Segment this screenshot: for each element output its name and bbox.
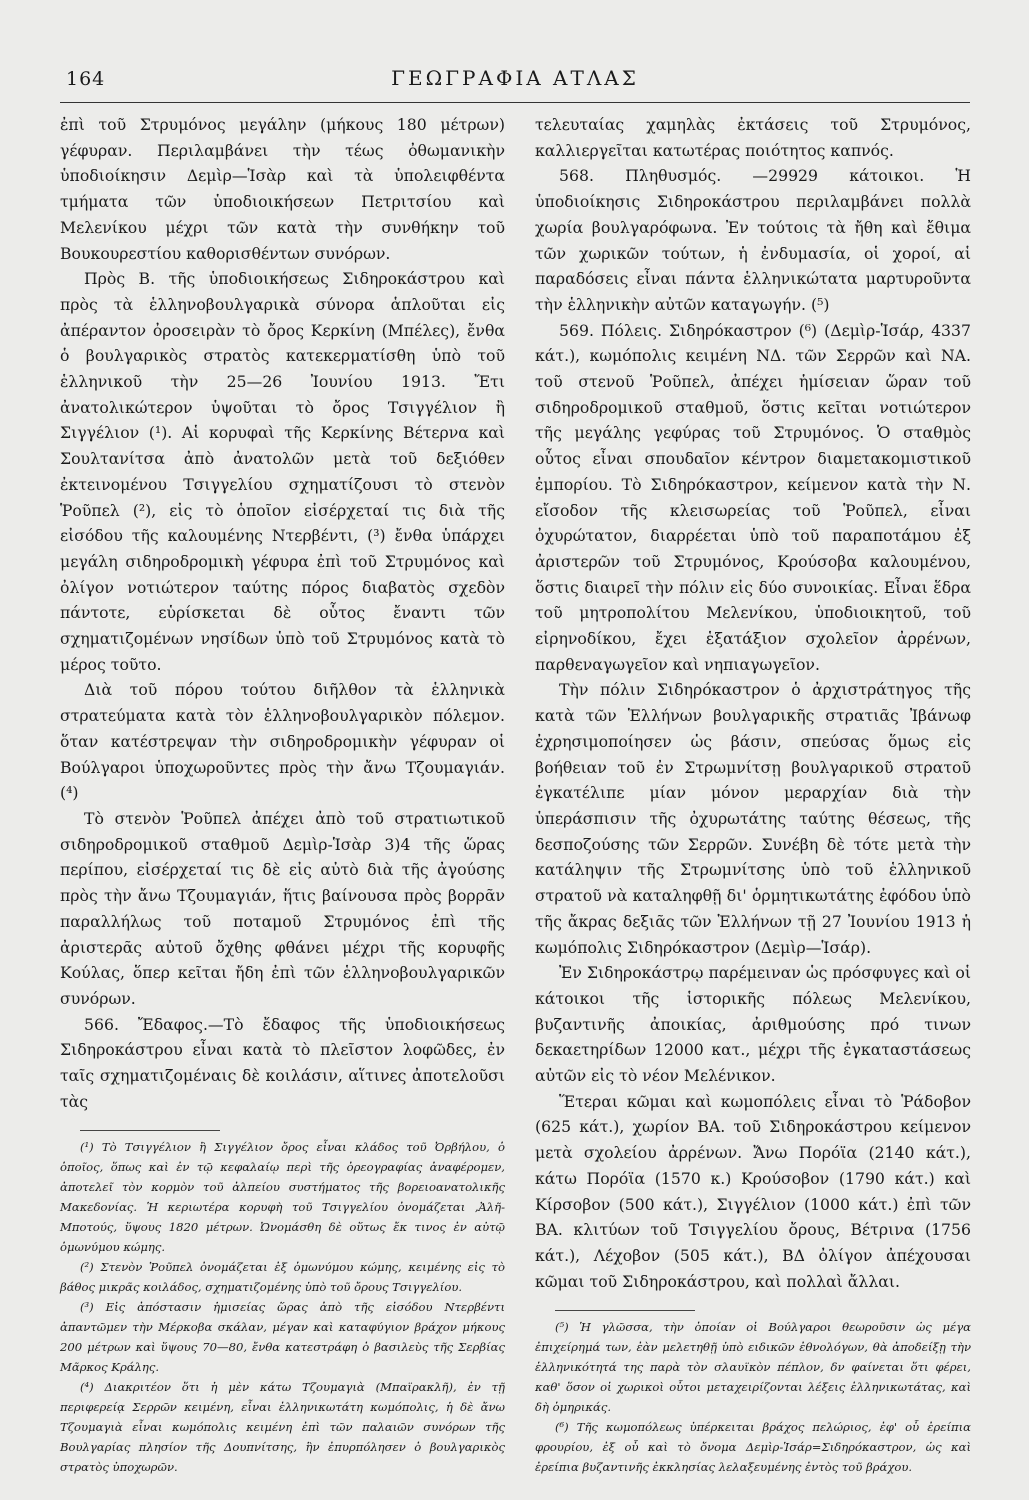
left-body bbox=[60, 112, 505, 1114]
footnote-divider bbox=[555, 1310, 695, 1311]
paragraph: Πρὸς Β. τῆς ὑποδιοικήσεως Σιδηροκάστρου καὶ πρὸς τὰ ἑλληνοβουλγαρικὰ σύνορα ἁπλοῦται εἰς ἀπέραντον ὀροσειρὰν τὸ ὄρος Κερκίνη (Μπέλες), ἔνθα ὁ βουλγαρικὸς στρατὸς κατεκερματίσθη ὑπὸ τοῦ ἑλληνικοῦ τὴν 25—26 Ἰουνίου 1913. Ἔτι ἀνατολικώτερον ὑψοῦται τὸ ὄρος Τσιγγέλιον ἢ Σιγγέλιον (¹). Αἱ κορυφαὶ τῆς Κερκίνης Βέτερνα καὶ Σουλτανίτσα ἀπὸ ἀνατολῶν μετὰ τοῦ δεξιόθεν ἐκτεινομένου Τσιγγελίου σχηματίζουσι τὸ στενὸν Ῥοῦπελ (²), εἰς τὸ ὁποῖον εἰσέρχεταί τις διὰ τῆς εἰσόδου τῆς καλουμένης Ντερβέντι, (³) ἔνθα ὑπάρχει μεγάλη σιδηροδρομικὴ γέφυρα ἐπὶ τοῦ Στρυμόνος καὶ ὀλίγον νοτιώτερον ταύτης πόρος διαβατὸς σχεδὸν πάντοτε, εὑρίσκεται δὲ οὗτος ἔναντι τῶν σχηματιζομένων νησίδων ὑπὸ τοῦ Στρυμόνος κατὰ τὸ μέρος τοῦτο. bbox=[60, 269, 505, 674]
footnote: (⁵) Ἡ γλῶσσα, τὴν ὁποίαν οἱ Βούλγαροι θεωροῦσιν ὡς μέγα ἐπιχείρημά των, ἐὰν μελετηθῇ ὑπὸ ειδικῶν ἐθνολόγων, θὰ ἀποδείξῃ τὴν ἑλληνικότητά της παρὰ τὸν σλαυϊκὸν πέπλον, δν φαίνεται ὅτι φέρει, καθ' ὅσον οἱ χωρικοὶ οὗτοι μεταχειρίζονται λέξεις ἑλληνικωτάτας, καὶ δὴ ὁμηρικάς. bbox=[535, 1320, 971, 1415]
paragraph: Ἕτεραι κῶμαι καὶ κωμοπόλεις εἶναι τὸ Ῥάδοβον (625 κάτ.), χωρίον ΒΑ. τοῦ Σιδηροκάστρου κείμενον μετὰ σχολείου ἀρρένων. Ἄνω Πορόϊα (2140 κάτ.), κάτω Πορόϊα (1570 κ.) Κρούσοβον (1790 κάτ.) καὶ Κίρσοβον (500 κάτ.), Σιγγέλιον (1000 κάτ.) ἐπὶ τῶν ΒΑ. κλιτύων τοῦ Τσιγγελίου ὄρους, Βέτρινα (1756 κάτ.), Λέχοβον (505 κάτ.), ΒΔ ὀλίγον ἀπέχουσαι κῶμαι τοῦ Σιδηροκάστρου, καὶ πολλαὶ ἄλλαι. bbox=[535, 1091, 971, 1291]
paragraph: Διὰ τοῦ πόρου τούτου διῆλθον τὰ ἑλληνικὰ στρατεύματα κατὰ τὸν ἑλληνοβουλγαρικὸν πόλεμον. ὅταν κατέστρεψαν τὴν σιδηροδρομικὴν γέφυραν οἱ Βούλγαροι ὑποχωροῦντες πρὸς τὴν ἄνω Τζουμαγιάν. (⁴) bbox=[60, 680, 505, 803]
running-title: ΓΕΩΓΡΑΦΙΑ ΑΤΛΑΣ bbox=[391, 66, 639, 90]
footnote: (⁴) Διακριτέον ὅτι ἡ μὲν κάτω Τζουμαγιὰ (Μπαϊρακλῆ), ἐν τῇ περιφερείᾳ Σερρῶν κειμένη, εἶναι ἑλληνικωτάτη κωμόπολις, ἡ δὲ ἄνω Τζουμαγιὰ εἶναι κωμόπολις κειμένη ἐπὶ τῶν παλαιῶν συνόρων τῆς Βουλγαρίας πλησίον τῆς Δουπνίτσης, ἣν ἐπυρπόλησεν ὁ βουλγαρικὸς στρατὸς ὑποχωρῶν. bbox=[60, 1380, 505, 1475]
paragraph: ἐπὶ τοῦ Στρυμόνος μεγάλην (μήκους 180 μέτρων) γέφυραν. Περιλαμβάνει τὴν τέως ὀθωμανικὴν ὑποδιοίκησιν Δεμὶρ—Ἱσὰρ καὶ τὰ ὑπολειφθέντα τμήματα τῶν ὑποδιοικήσεων Πετριτσίου καὶ Μελενίκου μέχρι τῶν κατὰ τὴν συνθήκην τοῦ Βουκουρεστίου καθορισθέντων συνόρων. bbox=[60, 115, 505, 263]
right-body bbox=[535, 112, 971, 1294]
paragraph: Τὴν πόλιν Σιδηρόκαστρον ὁ ἀρχιστράτηγος τῆς κατὰ τῶν Ἑλλήνων βουλγαρικῆς στρατιᾶς Ἰβάνωφ ἐχρησιμοποίησεν ὡς βάσιν, σπεύσας ὅμως εἰς βοήθειαν τοῦ ἐν Στρωμνίτσῃ βουλγαρικοῦ στρατοῦ ἐγκατέλιπε μίαν μόνον μεραρχίαν διὰ τὴν ὑπεράσπισιν τῆς ὀχυρωτάτης ταύτης θέσεως, τῆς δεσποζούσης τῶν Σερρῶν. Συνέβη δὲ τότε μετὰ τὴν κατάληψιν τῆς Στρωμνίτσης ὑπὸ τοῦ ἑλληνικοῦ στρατοῦ νὰ καταληφθῇ δι' ὁρμητικωτάτης ἐφόδου ὑπὸ τῆς ἄκρας δεξιᾶς τῶν Ἑλλήνων τῇ 27 Ἰουνίου 1913 ἡ κωμόπολις Σιδηρόκαστρον (Δεμὶρ—Ἱσάρ). bbox=[535, 680, 971, 957]
paragraph: Ἐν Σιδηροκάστρῳ παρέμειναν ὡς πρόσφυγες καὶ οἱ κάτοικοι τῆς ἱστορικῆς πόλεως Μελενίκου, βυζαντινῆς ἀποικίας, ἀριθμούσης πρό τινων δεκαετηρίδων 12000 κατ., μέχρι τῆς ἐγκαταστάσεως αὐτῶν εἰς τὸ νέον Μελένικον. bbox=[535, 963, 972, 1086]
right-footnotes bbox=[535, 1317, 971, 1477]
footnote: (³) Εἰς ἀπόστασιν ἡμισείας ὥρας ἀπὸ τῆς εἰσόδου Ντερβέντι ἀπαντῶμεν τὴν Μέρκοβα σκάλαν, μέγαν καὶ καταφύγιον βράχον μήκους 200 μέτρων καὶ ὕψους 70—80, ἔνθα κατεστράφη ὁ βασιλεὺς τῆς Σερβίας Μᾶρκος Κράλης. bbox=[60, 1300, 505, 1375]
page-number: 164 bbox=[66, 68, 106, 90]
footnote: (⁶) Τῆς κωμοπόλεως ὑπέρκειται βράχος πελώριος, ἐφ' οὗ ἐρείπια φρουρίου, ἐξ οὗ καὶ τὸ ὄνομα Δεμὶρ-Ἱσάρ=Σιδηρόκαστρον, ὡς καὶ ἐρείπια βυζαντινῆς ἐκκλησίας λελαξευμένης ἐντὸς τοῦ βράχου. bbox=[535, 1420, 971, 1475]
paragraph: τελευταίας χαμηλὰς ἐκτάσεις τοῦ Στρυμόνος, καλλιεργεῖται κατωτέρας ποιότητος καπνός. bbox=[535, 115, 971, 160]
paragraph: 568. Πληθυσμός. —29929 κάτοικοι. Ἡ ὑποδιοίκησις Σιδηροκάστρου περιλαμβάνει πολλὰ χωρία βουλγαρόφωνα. Ἐν τούτοις τὰ ἤθη καὶ ἔθιμα τῶν χωρικῶν τούτων, ἡ ἐνδυμασία, οἱ χοροί, αἱ παραδόσεις εἶναι πάντα ἑλληνικώτατα μαρτυροῦντα τὴν ἑλληνικὴν αὐτῶν καταγωγήν. (⁵) bbox=[535, 166, 971, 314]
left-column bbox=[60, 112, 505, 1477]
left-footnotes bbox=[60, 1137, 505, 1477]
right-column bbox=[535, 112, 971, 1477]
footnote: (²) Στενὸν Ῥοῦπελ ὀνομάζεται ἐξ ὁμωνύμου κώμης, κειμένης εἰς τὸ βάθος μικρᾶς κοιλάδος, σχηματιζομένης ὑπὸ τοῦ ὄρους Τσιγγελίου. bbox=[60, 1260, 505, 1295]
paragraph: Τὸ στενὸν Ῥοῦπελ ἀπέχει ἀπὸ τοῦ στρατιωτικοῦ σιδηροδρομικοῦ σταθμοῦ Δεμὶρ-Ἱσὰρ 3)4 τῆς ὥρας περίπου, εἰσέρχεταί τις δὲ εἰς αὐτὸ διὰ τῆς ἀγούσης πρὸς τὴν ἄνω Τζουμαγιάν, ἥτις βαίνουσα πρὸς βορρᾶν παραλλήλως τοῦ ποταμοῦ Στρυμόνος ἐπὶ τῆς ἀριστερᾶς αὐτοῦ ὄχθης φθάνει μέχρι τῆς κορυφῆς Κούλας, ὅπερ κεῖται ἤδη ἐπὶ τῶν ἑλληνοβουλγαρικῶν συνόρων. bbox=[60, 808, 505, 1008]
paragraph: 569. Πόλεις. Σιδηρόκαστρον (⁶) (Δεμὶρ-Ἱσάρ, 4337 κάτ.), κωμόπολις κειμένη ΝΔ. τῶν Σερρῶν καὶ ΝΑ. τοῦ στενοῦ Ῥοῦπελ, ἀπέχει ἡμίσειαν ὥραν τοῦ σιδηροδρομικοῦ σταθμοῦ, ὅστις κεῖται νοτιώτερον τῆς μεγάλης γεφύρας τοῦ Στρυμόνος. Ὁ σταθμὸς οὗτος εἶναι σπουδαῖον κέντρον διαμετακομιστικοῦ ἐμπορίου. Τὸ Σιδηρόκαστρον, κείμενον κατὰ τὴν Ν. εἴσοδον τῆς κλεισωρείας τοῦ Ῥοῦπελ, εἶναι ὀχυρώτατον, διαρρέεται ὑπὸ τοῦ παραποτάμου ἐξ ἀριστερῶν τοῦ Στρυμόνος, Κρούσοβα καλουμένου, ὅστις διαιρεῖ τὴν πόλιν εἰς δύο συνοικίας. Εἶναι ἕδρα τοῦ μητροπολίτου Μελενίκου, ὑποδιοικητοῦ, τοῦ εἰρηνοδίκου, ἔχει ἑξατάξιον σχολεῖον ἀρρένων, παρθεναγωγεῖον καὶ νηπιαγωγεῖον. bbox=[535, 320, 971, 674]
page-header bbox=[60, 62, 970, 103]
footnote: (¹) Τὸ Τσιγγέλιον ἢ Σιγγέλιον ὄρος εἶναι κλάδος τοῦ Ὀρβήλου, ὁ ὁποῖος, ὅπως καὶ ἐν τῷ κεφαλαίῳ περὶ τῆς ὀρεογραφίας ἀναφέρομεν, ἀποτελεῖ τὸν κορμὸν τοῦ ἀλπείου συστήματος τῆς βορειοανατολικῆς Μακεδονίας. Ἡ κεριωτέρα κορυφὴ τοῦ Τσιγγελίου ὀνομάζεται ‚Ἀλῆ-Μποτούς, ὕψους 1820 μέτρων. Ὠνομάσθη δὲ οὕτως ἔκ τινος ἐν αὐτῷ ὁμωνύμου κώμης. bbox=[60, 1140, 505, 1255]
footnote-divider bbox=[80, 1130, 220, 1131]
paragraph: 566. Ἔδαφος.—Τὸ ἔδαφος τῆς ὑποδιοικήσεως Σιδηροκάστρου εἶναι κατὰ τὸ πλεῖστον λοφῶδες, ἐν ταῖς σχηματιζομέναις δὲ κοιλάσιν, αἵτινες ἀποτελοῦσι τὰς bbox=[60, 1014, 505, 1111]
